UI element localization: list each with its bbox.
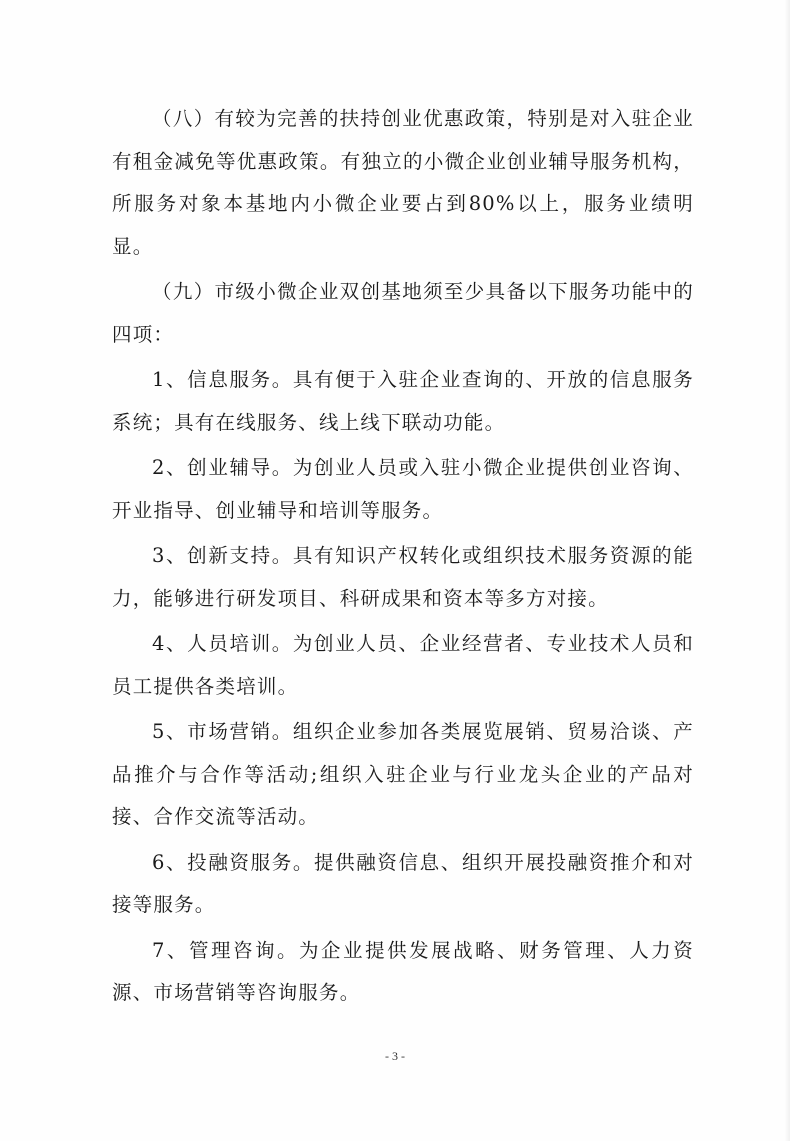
paragraph-8-policy: （八）有较为完善的扶持创业优惠政策，特别是对入驻企业有租金减免等优惠政策。有独立的小微企业创业辅导服务机构，所服务对象本基地内小微企业要占到80%以上，服务业绩明显。 — [112, 107, 694, 258]
list-item-innovation-support: 3、创新支持。具有知识产权转化或组织技术服务资源的能力，能够进行研发项目、科研成果和资本等多方对接。 — [112, 544, 694, 610]
scan-edge — [784, 0, 790, 1141]
list-item-management-consulting: 7、管理咨询。为企业提供发展战略、财务管理、人力资源、市场营销等咨询服务。 — [112, 938, 694, 1004]
page-number: - 3 - — [385, 1049, 405, 1063]
list-item-startup-guidance: 2、创业辅导。为创业人员或入驻小微企业提供创业咨询、开业指导、创业辅导和培训等服务。 — [112, 456, 694, 522]
list-item-investment-financing: 6、投融资服务。提供融资信息、组织开展投融资推介和对接等服务。 — [112, 850, 694, 916]
list-item-marketing: 5、市场营销。组织企业参加各类展览展销、贸易洽谈、产品推介与合作等活动;组织入驻企业与行业龙头企业的产品对接、合作交流等活动。 — [112, 720, 694, 828]
document-body — [112, 98, 694, 1018]
paragraph-9-service-functions: （九）市级小微企业双创基地须至少具备以下服务功能中的四项： — [112, 280, 694, 346]
list-item-personnel-training: 4、人员培训。为创业人员、企业经营者、专业技术人员和员工提供各类培训。 — [112, 632, 694, 698]
list-item-information-service: 1、信息服务。具有便于入驻企业查询的、开放的信息服务系统；具有在线服务、线上线下联动功能。 — [112, 368, 694, 434]
